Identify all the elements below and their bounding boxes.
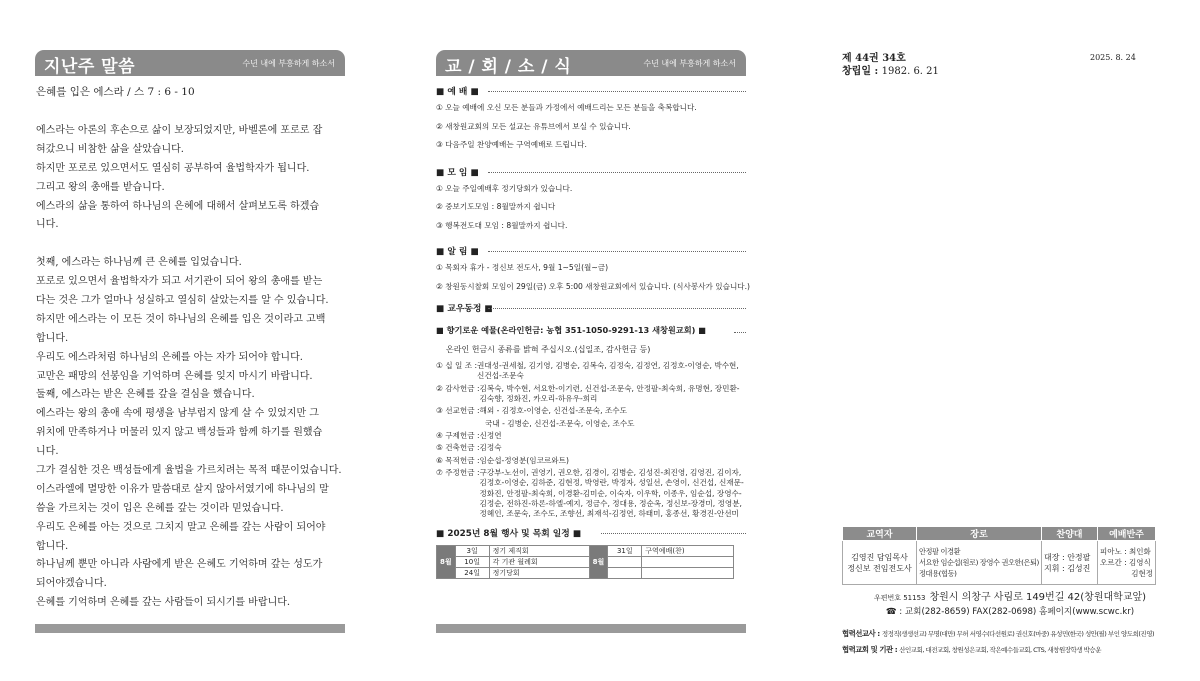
sermon-line: 첫째, 에스라는 하나님께 큰 은혜를 입었습니다. [36,257,242,269]
notice-item: ② 창원동시찰회 모임이 29일(금) 오후 5:00 새창원교회에서 있습니다. (식사봉사가 있습니다.) [436,281,750,291]
sermon-body [36,122,346,613]
offering-names: 권대성-권세철, 김기영, 김병순, 김복숙, 김정숙, 김정연, 김정호-이영순, 박수현, 신건섭-조문숙 [477,361,739,381]
offering-names: 해외 - 김정호-이영순, 신건섭-조문숙, 조수도 [479,406,627,416]
sermon-line: 우리도 에스라처럼 하나님의 은혜를 아는 자가 되어야 합니다. [36,351,303,363]
offering-label [436,419,485,429]
meeting-item: ③ 행복전도대 모임 : 8월말까지 쉽니다. [436,220,568,230]
contact-line: ☎ : 교회(282-8659) FAX(282-0698) 홈페이지(www.scwc.kr) [885,607,1135,617]
offering-label: ④ 구제헌금 : [436,430,480,440]
sermon-header-subtitle: 수년 내에 부흥하게 하소서 [242,59,335,68]
schedule-date-empty [608,557,642,568]
schedule-event-empty [642,568,734,579]
offering-names: 국내 - 김병순, 신건섭-조문숙, 이영순, 조수도 [485,418,635,428]
offering-row [436,456,746,466]
schedule-section-title: ■ 2025년 8월 행사 및 목회 일정 ■ [436,526,746,541]
sermon-reference: 은혜를 입은 에스라 / 스 7 : 6 - 10 [36,86,195,98]
offering-row [436,431,746,441]
choir-cell: 대장 : 안정팔 지휘 : 김성진 [1041,541,1097,585]
offering-names: 임순섭-정영분(임코르와트) [479,455,569,465]
schedule-event: 구역예배(찬) [642,546,734,557]
schedule-date: 31일 [608,546,642,557]
partner-churches: 협력교회 및 기관 : 산인교회, 대전교회, 창원성은교회, 작은예수들교회, CTS, 새창원장학생 박승운 [842,645,1101,654]
offering-names: 구강부-노선이, 권영기, 권오한, 김경이, 김병순, 김성진-최진영, 김영진, 김이자, 김정호-이영순, 김하준, 김현정, 박영란, 박정자, 성일선, 손영이, 신건섭, 신재문-정화진, 안정팔-최숙희, 이경환-김미순, 이숙자, 이우학, 이종우, 임순섭, 장영수-김정순, 전하진-하론-하엘-예지, 정금수, 정대용, 정순옥, 정신보-장경미, 정영분, 정혜인, 조문숙, 조수도, 조향선, 최재석-김정연, 하태미, 홍종선, 황경진-안선미 [479,468,744,518]
offering-list [436,361,746,519]
cooperation-info [842,626,1158,658]
sermon-line: 그가 결심한 것은 백성들에게 율법을 가르치려는 목적 때문이었습니다. [36,465,342,477]
worship-item: ① 오늘 예배에 오신 모든 분들과 가정에서 예배드리는 모든 분들을 축복합니다. [436,103,697,112]
staff-header: 찬양대 [1041,527,1097,541]
schedule-month: 8월 [437,546,456,579]
offering-row [436,443,746,453]
meeting-section-title: ■ 모 임 ■ [436,165,746,180]
sermon-footer-bar [35,624,345,633]
sermon-line: 그리고 왕의 총애를 받습니다. [36,181,165,193]
sermon-line: 하나님께 뿐만 아니라 사람에게 받은 은혜도 기억하며 갚는 성도가 [36,559,323,571]
offering-row [436,419,746,429]
schedule-event-empty [642,557,734,568]
sermon-header-title: 지난주 말씀 [44,57,136,77]
sermon-line: 에스라는 왕의 총애 속에 평생을 남부럽지 않게 살 수 있었지만 그 [36,408,319,420]
elders-cell: 안정팔 이경환 서요한 임순섭(원로) 장영수 권오한(은퇴) 정대용(협동) [917,541,1042,585]
staff-header: 예배반주 [1097,527,1155,541]
schedule-month: 8월 [589,546,608,579]
meeting-item: ① 오늘 주일예배후 정기당회가 있습니다. [436,183,573,193]
sermon-line: 니다. [36,219,59,231]
worship-item: ② 새창원교회의 모든 설교는 유튜브에서 보실 수 있습니다. [436,121,631,131]
offering-names: 김복숙, 박수현, 서요한-이기련, 신건섭-조문숙, 안정팔-최숙희, 유명현, 장민환-김숙향, 정화진, 카오리-하유우-희리 [479,383,740,403]
notice-item: ① 목회자 휴가 - 정신보 전도사, 9월 1~5일(월~금) [436,263,609,272]
sermon-line: 하지만 포로로 있으면서도 열심히 공부하여 율법학자가 됩니다. [36,162,310,174]
offering-row [436,468,746,519]
founded-date: 창립일 : 1982. 6. 21 [842,66,939,77]
sermon-line: 은혜를 기억하며 은혜를 갚는 사람들이 되시기를 바랍니다. [36,597,291,609]
postcode: 우편번호 51153 [873,594,926,602]
schedule-event: 각 기관 월례회 [489,557,589,568]
sermon-line: 이스라엘에 멸망한 이유가 말씀대로 살지 않아서였기에 하나님의 말 [36,483,329,495]
sermon-line [36,235,346,254]
sermon-line: 되어야겠습니다. [36,578,107,590]
schedule-date: 10일 [455,557,489,568]
sermon-line: 다는 것은 그가 얼마나 성실하고 열심히 살았는지를 알 수 있습니다. [36,295,329,307]
notice-section-title: ■ 알 림 ■ [436,244,746,259]
offering-label: ⑥ 목적헌금 : [436,455,480,465]
staff-header: 장로 [917,527,1042,541]
sermon-line: 씀을 가르치는 것이 입은 은혜를 갚는 것이라 믿었습니다. [36,502,284,514]
offering-row [436,361,746,381]
missionaries: 협력선교사 : 정정직(생생선교) 무명(대만) 무허 서영수(다선원로) 권신호(마중) 유성민(한국) 성안(필) 부인 양도희(진영) [842,629,1155,638]
offering-label: ① 십 일 조 : [436,361,478,370]
pastors-cell: 김영진 담임목사 정신보 전임전도사 [843,541,917,585]
offering-row [436,384,746,404]
sermon-header [35,50,345,76]
schedule-date: 3일 [455,546,489,557]
schedule-date-empty [608,568,642,579]
sermon-line: 합니다. [36,332,69,344]
offering-row [436,406,746,416]
offering-names: 김정숙 [479,443,502,453]
members-section-title: ■ 교우동정 ■ [436,301,746,316]
bulletin-date: 2025. 8. 24 [1090,53,1136,62]
staff-header: 교역자 [843,527,917,541]
sermon-line: 우리도 은혜를 아는 것으로 그치지 말고 은혜를 갚는 사람이 되어야 [36,521,326,533]
street-address: 창원시 의창구 사림로 149번길 42(창원대학교앞) [929,592,1147,603]
schedule-event: 정기 제직회 [489,546,589,557]
accompanist-cell: 피아노 : 최인화 오르간 : 김영식 김현정 [1097,541,1155,585]
worship-section-title: ■ 예 배 ■ [436,84,746,99]
sermon-line: 혀갔으니 비참한 삶을 살았습니다. [36,143,184,155]
sermon-line: 니다. [36,446,59,458]
sermon-line: 교만은 패망의 선봉임을 기억하며 은혜를 잊지 마시기 바랍니다. [36,370,313,382]
sermon-line: 에스라의 삶을 통하여 하나님의 은혜에 대해서 살펴보도록 하겠습 [36,200,320,212]
offering-section-title: ■ 향기로운 예물(온라인헌금: 농협 351-1050-9291-13 새창원교회) ■ [436,325,746,340]
church-address [850,591,1170,619]
issue-info [842,52,939,78]
news-header-subtitle: 수년 내에 부흥하게 하소서 [643,59,736,68]
news-header [436,50,746,76]
sermon-line: 둘째, 에스라는 받은 은혜를 갚을 결심을 했습니다. [36,389,255,401]
offering-names: 신정연 [479,430,502,440]
sermon-line: 에스라는 아론의 후손으로 삶이 보장되었지만, 바벨론에 포로로 잡 [36,125,323,136]
offering-intro: 온라인 헌금시 종류를 밝혀 주십시오.(십일조, 감사헌금 등) [446,345,651,354]
news-footer-bar [436,624,746,633]
church-news [436,84,750,579]
sermon-line: 하지만 에스라는 이 모든 것이 하나님의 은혜를 입은 것이라고 고백 [36,313,326,325]
volume-number: 제 44권 34호 [842,53,906,64]
news-header-title: 교 / 회 / 소 / 식 [445,57,572,77]
offering-label: ⑤ 건축헌금 : [436,443,480,453]
schedule-event: 정기당회 [489,568,589,579]
meeting-item: ② 중보기도모임 : 8월말까지 쉽니다 [436,202,556,211]
offering-label: ⑦ 주정헌금 : [436,468,480,478]
sermon-line: 위치에 만족하거나 머물러 있지 않고 백성들과 함께 하기를 원했습 [36,427,323,439]
offering-label: ② 감사헌금 : [436,383,480,393]
offering-label: ③ 선교헌금 : [436,406,480,416]
sermon-line: 합니다. [36,540,69,552]
worship-item: ③ 다음주일 찬양예배는 구역예배로 드립니다. [436,140,587,149]
sermon-line: 포로로 있으면서 율법학자가 되고 서기관이 되어 왕의 총애를 받는 [36,276,323,288]
schedule-table [436,545,734,579]
staff-table [842,526,1156,585]
schedule-date: 24일 [455,568,489,579]
